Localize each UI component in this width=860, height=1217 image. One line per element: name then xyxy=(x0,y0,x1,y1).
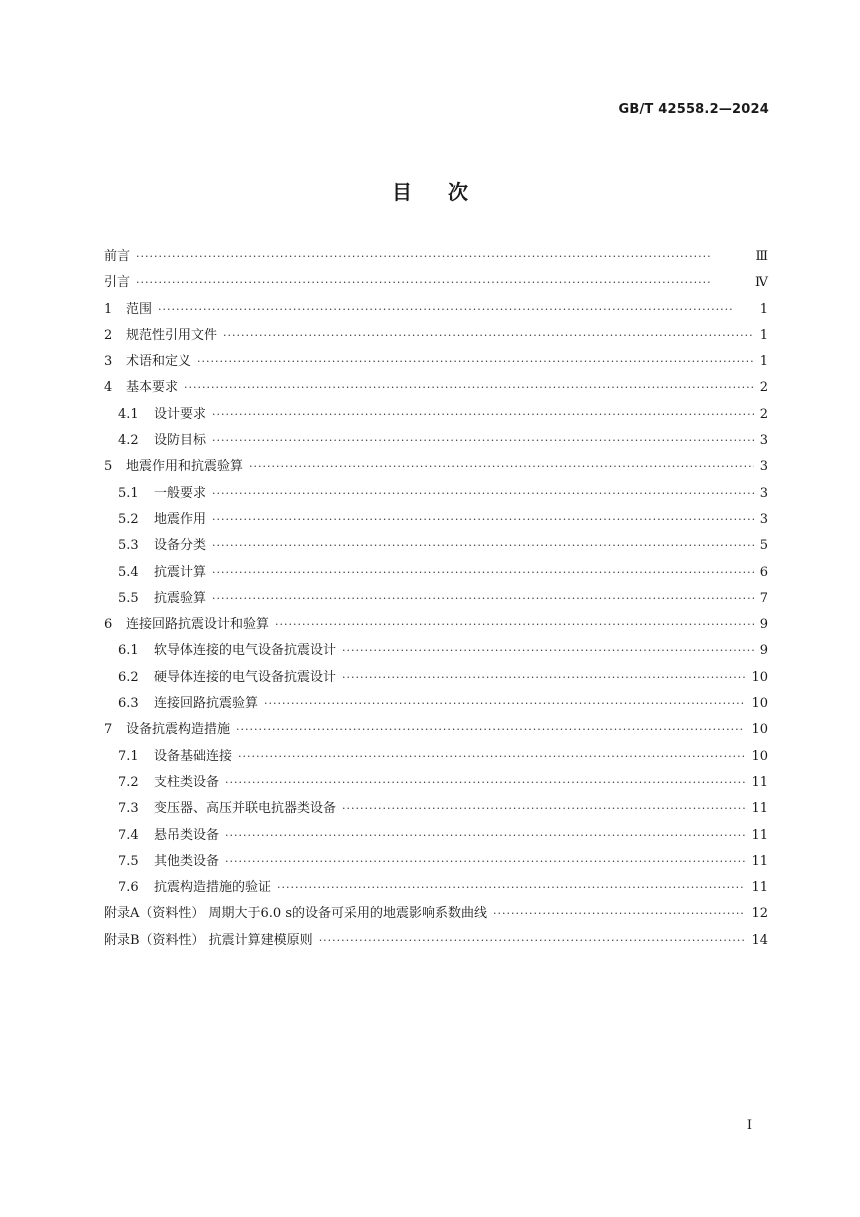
dot-leader xyxy=(275,612,754,638)
toc-entry-page: 2 xyxy=(759,406,768,422)
toc-entry-label: 抗震构造措施的验证 xyxy=(154,880,272,896)
toc-entry-page: 9 xyxy=(759,617,768,633)
toc-entry-number: 2 xyxy=(104,327,113,343)
toc-entry[interactable] xyxy=(104,244,768,270)
toc-entry-page: 3 xyxy=(759,511,768,527)
toc-entry-label: 其他类设备 xyxy=(154,853,220,869)
toc-entry-page: 2 xyxy=(759,380,768,396)
dot-leader xyxy=(212,428,754,454)
toc-entry[interactable] xyxy=(104,560,768,586)
toc-entry-page: 11 xyxy=(751,853,768,869)
toc-entry[interactable] xyxy=(104,928,768,954)
dot-leader xyxy=(277,875,745,901)
toc-entry[interactable] xyxy=(104,691,768,717)
toc-entry-page: 1 xyxy=(759,301,768,317)
title-char-right: 次 xyxy=(448,180,468,204)
toc-entry-label: 基本要求 xyxy=(126,380,179,396)
toc-entry-page: 10 xyxy=(751,748,768,764)
toc-entry-label: 连接回路抗震设计和验算 xyxy=(126,617,270,633)
toc-entry-number: 1 xyxy=(104,301,113,317)
table-of-contents xyxy=(104,244,768,954)
toc-entry-page: 6 xyxy=(759,564,768,580)
toc-entry-page: 5 xyxy=(759,538,768,554)
toc-entry-number: 5.4 xyxy=(118,564,139,580)
toc-entry-page: 3 xyxy=(759,433,768,449)
dot-leader xyxy=(225,770,745,796)
toc-entry-page: 7 xyxy=(759,590,768,606)
toc-entry[interactable] xyxy=(104,586,768,612)
toc-entry-page: 11 xyxy=(751,774,768,790)
toc-entry-number: 4 xyxy=(104,380,113,396)
dot-leader xyxy=(212,507,754,533)
toc-entry[interactable] xyxy=(104,612,768,638)
toc-entry[interactable] xyxy=(104,402,768,428)
toc-entry-page: 11 xyxy=(751,827,768,843)
toc-entry-number: 6 xyxy=(104,617,113,633)
toc-entry-label: 范围 xyxy=(126,301,153,317)
toc-entry-label: 设计要求 xyxy=(154,406,207,422)
title-char-left: 目 xyxy=(392,180,412,204)
toc-entry[interactable] xyxy=(104,638,768,664)
toc-entry-label: 设备基础连接 xyxy=(154,748,233,764)
toc-entry-number: 5 xyxy=(104,459,113,475)
toc-entry-number: 6.2 xyxy=(118,669,139,685)
dot-leader xyxy=(212,533,754,559)
dot-leader xyxy=(264,691,745,717)
toc-entry-label: 附录B（资料性） 抗震计算建模原则 xyxy=(104,932,313,948)
toc-entry[interactable] xyxy=(104,349,768,375)
toc-entry-number: 7.5 xyxy=(118,853,139,869)
toc-entry-number: 5.3 xyxy=(118,538,139,554)
toc-entry-label: 一般要求 xyxy=(154,485,207,501)
dot-leader xyxy=(223,323,754,349)
toc-entry-label: 引言 xyxy=(104,275,131,291)
dot-leader xyxy=(493,901,745,927)
toc-entry[interactable] xyxy=(104,823,768,849)
toc-entry-label: 规范性引用文件 xyxy=(126,327,218,343)
toc-entry[interactable] xyxy=(104,533,768,559)
toc-entry-label: 软导体连接的电气设备抗震设计 xyxy=(154,643,337,659)
dot-leader xyxy=(319,928,746,954)
dot-leader xyxy=(184,375,754,401)
page-number: I xyxy=(746,1118,752,1133)
toc-entry-number: 7.1 xyxy=(118,748,139,764)
toc-entry-page: 10 xyxy=(751,669,768,685)
toc-entry-label: 支柱类设备 xyxy=(154,774,220,790)
toc-entry-label: 术语和定义 xyxy=(126,354,192,370)
toc-entry-number: 3 xyxy=(104,354,113,370)
dot-leader xyxy=(212,586,754,612)
toc-entry[interactable] xyxy=(104,796,768,822)
toc-entry[interactable] xyxy=(104,507,768,533)
toc-entry-label: 连接回路抗震验算 xyxy=(154,696,259,712)
toc-entry-number: 7.6 xyxy=(118,880,139,896)
dot-leader xyxy=(197,349,754,375)
toc-entry-label: 附录A（资料性） 周期大于6.0 s的设备可采用的地震影响系数曲线 xyxy=(104,906,487,922)
toc-entry[interactable] xyxy=(104,454,768,480)
dot-leader xyxy=(212,560,754,586)
toc-entry-page: 12 xyxy=(751,906,768,922)
toc-entry[interactable] xyxy=(104,875,768,901)
toc-entry-number: 6.3 xyxy=(118,696,139,712)
dot-leader xyxy=(225,823,745,849)
dot-leader xyxy=(342,665,745,691)
toc-entry[interactable] xyxy=(104,849,768,875)
toc-entry-number: 4.1 xyxy=(118,406,139,422)
toc-entry-page: 10 xyxy=(751,722,768,738)
toc-entry[interactable] xyxy=(104,901,768,927)
toc-entry-label: 前言 xyxy=(104,249,131,264)
toc-entry-page: Ⅳ xyxy=(755,275,768,291)
dot-leader xyxy=(136,244,749,270)
toc-entry-page: 10 xyxy=(751,696,768,712)
toc-entry-number: 5.2 xyxy=(118,511,139,527)
toc-entry-page: 3 xyxy=(759,485,768,501)
dot-leader xyxy=(158,297,754,323)
toc-entry-label: 设备分类 xyxy=(154,538,207,554)
toc-entry-number: 5.5 xyxy=(118,590,139,606)
toc-entry-label: 悬吊类设备 xyxy=(154,827,220,843)
toc-entry-label: 地震作用 xyxy=(154,511,207,527)
toc-entry[interactable] xyxy=(104,665,768,691)
toc-entry-label: 抗震计算 xyxy=(154,564,207,580)
dot-leader xyxy=(249,454,754,480)
dot-leader xyxy=(225,849,745,875)
toc-entry-number: 5.1 xyxy=(118,485,139,501)
dot-leader xyxy=(342,796,745,822)
toc-entry-page: 11 xyxy=(751,880,768,896)
toc-entry-label: 硬导体连接的电气设备抗震设计 xyxy=(154,669,337,685)
toc-entry-number: 7 xyxy=(104,722,113,738)
toc-entry-number: 7.2 xyxy=(118,774,139,790)
dot-leader xyxy=(342,638,754,664)
toc-entry[interactable] xyxy=(104,297,768,323)
dot-leader xyxy=(238,744,745,770)
toc-entry[interactable] xyxy=(104,428,768,454)
toc-entry-page: 14 xyxy=(751,932,768,948)
toc-entry[interactable] xyxy=(104,270,768,296)
toc-entry-page: 3 xyxy=(759,459,768,475)
toc-entry-number: 7.4 xyxy=(118,827,139,843)
toc-entry-label: 抗震验算 xyxy=(154,590,207,606)
toc-entry-number: 4.2 xyxy=(118,433,139,449)
toc-entry[interactable] xyxy=(104,770,768,796)
toc-entry[interactable] xyxy=(104,717,768,743)
toc-entry[interactable] xyxy=(104,323,768,349)
toc-entry-label: 变压器、高压并联电抗器类设备 xyxy=(154,801,337,817)
toc-entry[interactable] xyxy=(104,375,768,401)
toc-entry-page: 1 xyxy=(759,327,768,343)
toc-entry-label: 设防目标 xyxy=(154,433,207,449)
toc-entry-number: 6.1 xyxy=(118,643,139,659)
toc-entry[interactable] xyxy=(104,481,768,507)
toc-entry-page: Ⅲ xyxy=(755,249,768,264)
standard-code: GB/T 42558.2—2024 xyxy=(618,102,769,117)
dot-leader xyxy=(136,270,749,296)
toc-entry[interactable] xyxy=(104,744,768,770)
toc-entry-page: 11 xyxy=(751,801,768,817)
toc-entry-page: 9 xyxy=(759,643,768,659)
dot-leader xyxy=(212,481,754,507)
toc-entry-label: 地震作用和抗震验算 xyxy=(126,459,244,475)
page-title xyxy=(0,176,860,205)
toc-entry-page: 1 xyxy=(759,354,768,370)
toc-entry-number: 7.3 xyxy=(118,801,139,817)
dot-leader xyxy=(236,717,745,743)
dot-leader xyxy=(212,402,754,428)
toc-entry-label: 设备抗震构造措施 xyxy=(126,722,231,738)
